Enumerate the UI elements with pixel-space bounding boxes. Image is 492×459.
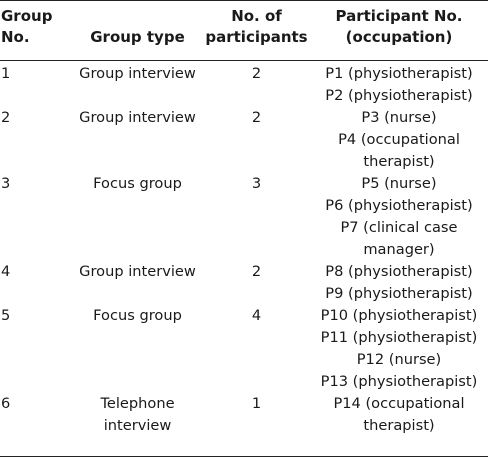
participant-line: P5 (nurse)	[361, 175, 437, 192]
cell-group-type	[70, 261, 205, 283]
participant-line: manager)	[363, 241, 435, 258]
participant-line: P11 (physiotherapist)	[320, 329, 478, 346]
group-type-line: Focus group	[93, 175, 182, 192]
group-type-line: Group interview	[79, 263, 196, 280]
participant-line: P6 (physiotherapist)	[325, 197, 473, 214]
header-participant-no-line-1: Participant No.	[335, 7, 463, 25]
cell-group-no: 2	[1, 109, 11, 126]
participant-line: therapist)	[363, 153, 435, 170]
table-row	[0, 305, 488, 393]
table-row	[0, 63, 488, 107]
header-num-participants-line-1: No. of	[231, 7, 282, 25]
cell-num-participants: 4	[251, 307, 262, 324]
participant-line: P7 (clinical case	[340, 219, 458, 236]
cell-participants	[308, 173, 490, 261]
cell-num-participants: 2	[251, 263, 262, 280]
header-participant-no	[308, 6, 490, 58]
header-num-participants-line-2: participants	[205, 28, 308, 46]
cell-num-participants: 3	[251, 175, 262, 192]
cell-participants	[308, 393, 490, 437]
cell-group-type	[70, 305, 205, 327]
participant-line: P1 (physiotherapist)	[325, 65, 473, 82]
cell-participants	[308, 261, 490, 305]
header-group-no-line-1: Group	[1, 7, 53, 25]
group-type-line: interview	[103, 417, 172, 434]
cell-group-type	[70, 107, 205, 129]
cell-participants	[308, 305, 490, 393]
table-header-rule	[0, 60, 488, 61]
cell-num-participants: 2	[251, 109, 262, 126]
cell-group-no: 1	[1, 65, 11, 82]
table-bottom-rule	[0, 456, 488, 457]
cell-group-no: 3	[1, 175, 11, 192]
cell-num-participants: 2	[251, 65, 262, 82]
participant-line: therapist)	[363, 417, 435, 434]
table-top-rule	[0, 0, 488, 1]
header-group-no	[1, 6, 61, 58]
cell-group-no: 4	[1, 263, 11, 280]
group-type-line: Focus group	[93, 307, 182, 324]
participant-line: P14 (occupational	[333, 395, 465, 412]
cell-group-no: 5	[1, 307, 11, 324]
participant-line: P12 (nurse)	[356, 351, 442, 368]
header-num-participants	[205, 6, 308, 58]
group-type-line: Telephone	[100, 395, 175, 412]
table-row	[0, 393, 488, 437]
header-participant-no-line-2: (occupation)	[345, 28, 453, 46]
participant-line: P9 (physiotherapist)	[325, 285, 473, 302]
group-type-line: Group interview	[79, 65, 196, 82]
table-row	[0, 107, 488, 173]
cell-group-type	[70, 173, 205, 195]
participant-line: P2 (physiotherapist)	[325, 87, 473, 104]
header-group-no-line-2: No.	[1, 28, 30, 46]
participant-line: P3 (nurse)	[361, 109, 437, 126]
cell-group-type	[70, 393, 205, 437]
table-row	[0, 173, 488, 261]
cell-group-type	[70, 63, 205, 85]
header-group-type-text: Group type	[90, 28, 185, 46]
participant-line: P8 (physiotherapist)	[325, 263, 473, 280]
group-type-line: Group interview	[79, 109, 196, 126]
participant-line: P13 (physiotherapist)	[320, 373, 478, 390]
cell-num-participants: 1	[251, 395, 262, 412]
cell-participants	[308, 63, 490, 107]
participant-line: P10 (physiotherapist)	[320, 307, 478, 324]
table-header	[0, 6, 488, 58]
cell-group-no: 6	[1, 395, 11, 412]
participant-line: P4 (occupational	[338, 131, 460, 148]
cell-participants	[308, 107, 490, 173]
table-row	[0, 261, 488, 305]
